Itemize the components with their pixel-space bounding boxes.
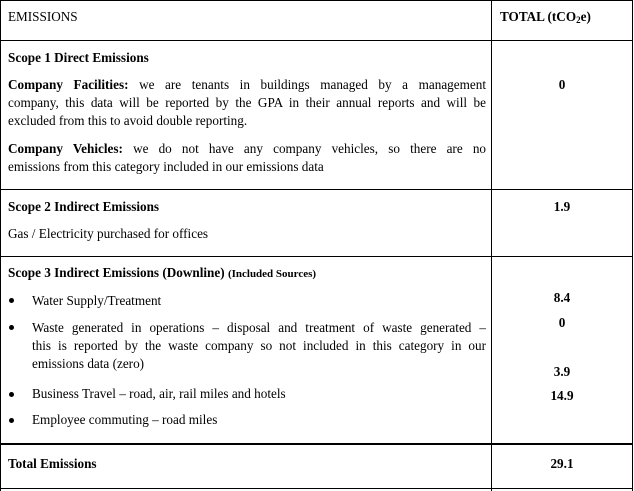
table-border-left — [0, 0, 1, 491]
scope1-divider — [0, 189, 633, 190]
scope2-divider — [0, 256, 633, 257]
bullet-icon — [9, 418, 14, 423]
scope1-facilities-label: Company Facilities: — [8, 77, 129, 92]
scope3-value-water: 8.4 — [553, 290, 571, 305]
scope3-value-travel: 3.9 — [553, 364, 571, 379]
scope3-item-travel: Business Travel – road, air, rail miles and hotels — [32, 386, 286, 401]
scope1-vehicles-line2: emissions from this category included in our emissions data — [8, 159, 324, 174]
scope3-item-waste-line2: this is reported by the waste company so not included in this category in our — [32, 338, 486, 353]
table-border-bottom — [0, 488, 633, 489]
scope1-total: 0 — [558, 77, 566, 92]
scope1-facilities-line1 — [8, 77, 486, 93]
scope3-value-commuting: 14.9 — [550, 388, 574, 403]
scope1-vehicles-label: Company Vehicles: — [8, 141, 123, 156]
scope2-title: Scope 2 Indirect Emissions — [8, 199, 160, 214]
header-total-suffix: e) — [580, 9, 591, 24]
table-border-right — [632, 0, 633, 491]
scope3-item-waste-line3: emissions data (zero) — [32, 356, 145, 371]
bullet-icon — [9, 392, 14, 397]
header-total — [500, 9, 591, 26]
scope1-facilities-line3: excluded from this to avoid double reporting. — [8, 113, 248, 128]
table-border-top — [0, 0, 633, 1]
header-emissions: EMISSIONS — [8, 9, 78, 24]
scope3-item-water: Water Supply/Treatment — [32, 293, 162, 308]
scope3-item-waste-line1: Waste generated in operations – disposal and treatment of waste generated – — [32, 320, 486, 335]
scope3-value-waste: 0 — [558, 315, 566, 330]
scope2-total: 1.9 — [553, 199, 571, 214]
header-total-subscript: 2 — [576, 15, 581, 25]
header-total-prefix: TOTAL (tCO — [500, 9, 577, 24]
total-label: Total Emissions — [8, 456, 97, 471]
scope1-title: Scope 1 Direct Emissions — [8, 50, 149, 65]
bullet-icon — [9, 325, 14, 330]
scope3-title — [8, 265, 316, 282]
total-value: 29.1 — [550, 456, 574, 471]
header-divider — [0, 40, 633, 41]
scope1-facilities-line2: company, this data will be reported by the GPA in their annual reports and will be — [8, 95, 486, 110]
scope3-note: (Included Sources) — [227, 268, 317, 280]
scope3-item-commuting: Employee commuting – road miles — [32, 412, 218, 427]
scope2-description: Gas / Electricity purchased for offices — [8, 226, 209, 241]
column-divider — [491, 0, 492, 491]
scope1-facilities-text: we are tenants in buildings managed by a management — [139, 77, 486, 92]
bullet-icon — [9, 298, 14, 303]
scope1-vehicles-text: we do not have any company vehicles, so there are no — [133, 141, 487, 156]
scope3-title-text: Scope 3 Indirect Emissions (Downline) — [8, 265, 225, 280]
total-divider — [0, 443, 633, 445]
scope1-vehicles-line1 — [8, 141, 486, 157]
